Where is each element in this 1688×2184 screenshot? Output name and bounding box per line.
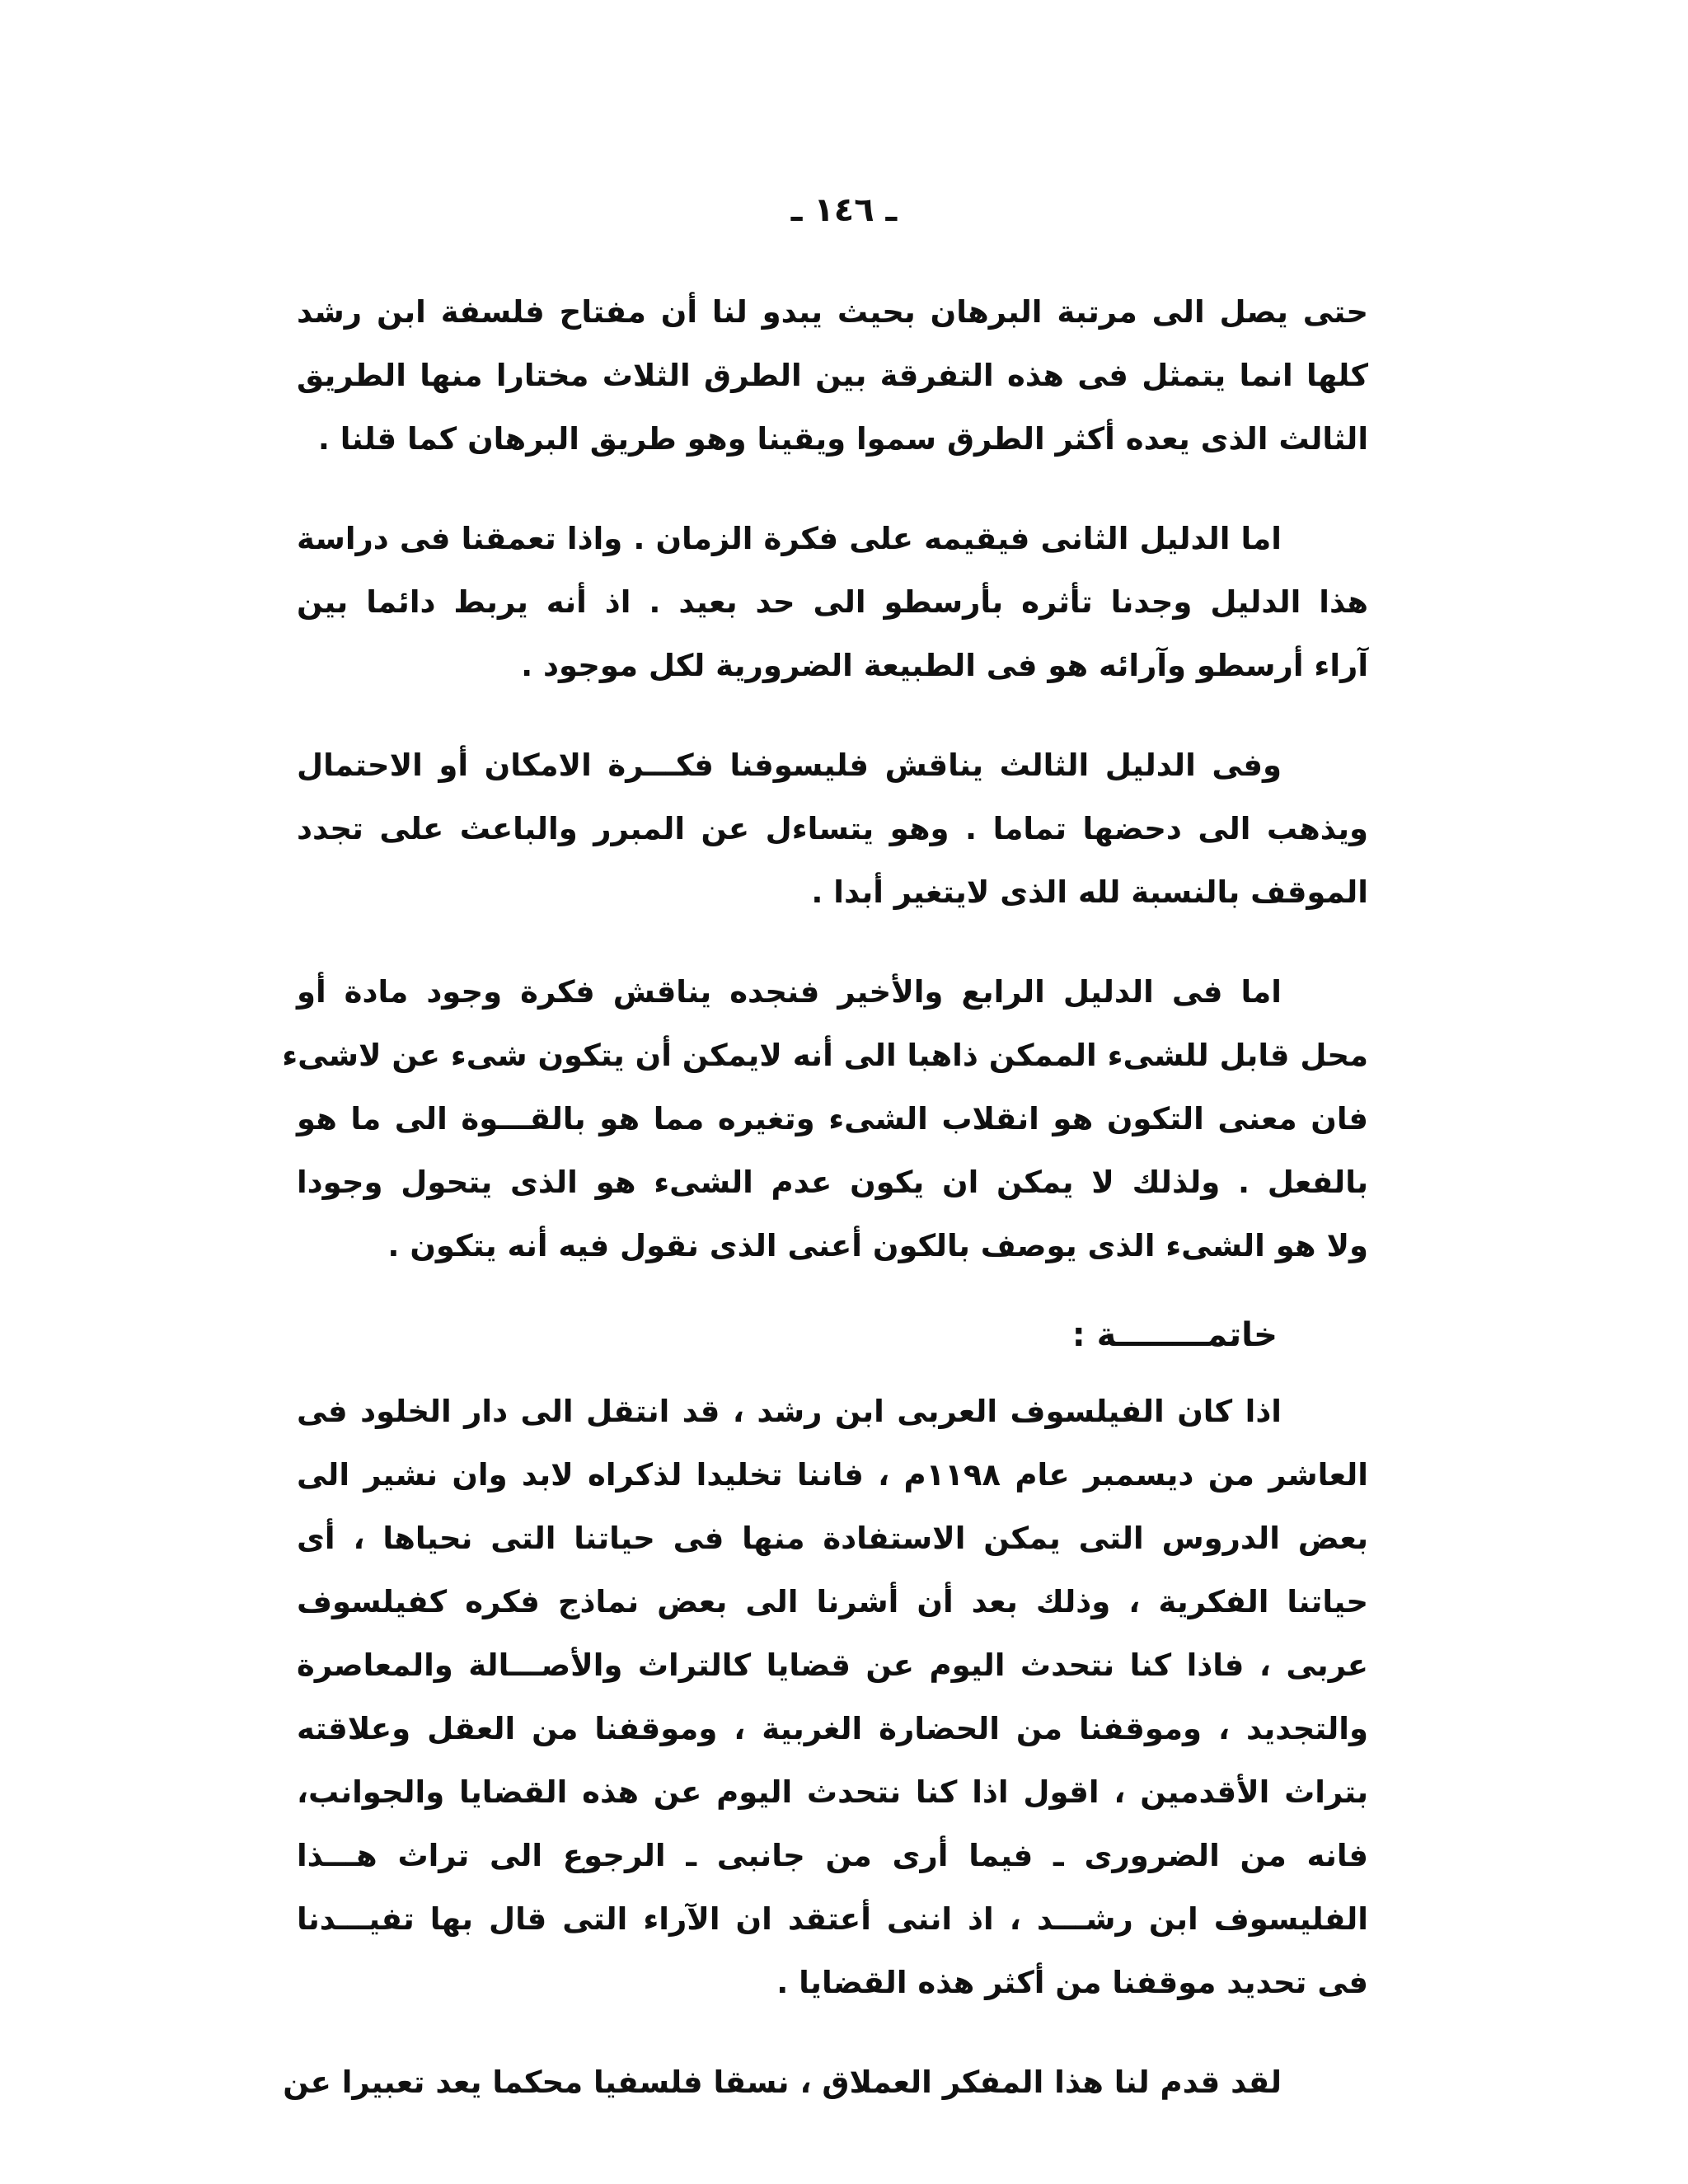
paragraph-line: فى تحديد موقفنا من أكثر هذه القضايا . (776, 1965, 1368, 2000)
paragraph-line: الثالث الذى يعده أكثر الطرق سموا ويقينا وهو طريق البرهان كما قلنا . (317, 421, 1368, 457)
paragraph-line: ويذهب الى دحضها تماما . وهو يتساءل عن المبرر والباعث على تجدد (297, 811, 1368, 846)
conclusion-paragraph-2 (283, 2050, 1368, 2114)
paragraph-line: آراء أرسطو وآرائه هو فى الطبيعة الضرورية لكل موجود . (521, 648, 1368, 683)
paragraph-line: عربى ، فاذا كنا نتحدث اليوم عن قضايا كالتراث والأصـــالة والمعاصرة (297, 1647, 1368, 1683)
paragraph-3 (297, 733, 1368, 924)
conclusion-paragraph-1 (297, 1380, 1368, 2014)
paragraph-line: لقد قدم لنا هذا المفكر العملاق ، نسقا فلسفيا محكما يعد تعبيرا عن (283, 2064, 1282, 2100)
paragraph-line: حتى يصل الى مرتبة البرهان بحيث يبدو لنا أن مفتاح فلسفة ابن رشد (297, 294, 1368, 330)
paragraph-line: الفليسوف ابن رشـــد ، اذ اننى أعتقد ان الآراء التى قال بها تفيـــدنا (297, 1901, 1368, 1937)
paragraph-line: والتجديد ، وموقفنا من الحضارة الغربية ، وموقفنا من العقل وعلاقته (297, 1711, 1368, 1746)
paragraph-line: وفى الدليل الثالث يناقش فليسوفنا فكـــرة الامكان أو الاحتمال (297, 748, 1282, 783)
paragraph-line: هذا الدليل وجدنا تأثره بأرسطو الى حد بعيد . اذ أنه يربط دائما بين (297, 584, 1368, 620)
paragraph-line: فانه من الضرورى ـ فيما أرى من جانبى ـ الرجوع الى تراث هـــذا (297, 1838, 1368, 1873)
paragraph-line: بتراث الأقدمين ، اقول اذا كنا نتحدث اليوم عن هذه القضايا والجوانب، (297, 1774, 1368, 1810)
paragraph-line: اما فى الدليل الرابع والأخير فنجده يناقش فكرة وجود مادة أو (297, 974, 1282, 1010)
paragraph-4 (282, 960, 1368, 1277)
paragraph-line: بعض الدروس التى يمكن الاستفادة منها فى حياتنا التى نحياها ، أى (297, 1521, 1368, 1556)
paragraph-line: كلها انما يتمثل فى هذه التفرقة بين الطرق الثلاث مختارا منها الطريق (297, 358, 1368, 393)
paragraph-1 (297, 280, 1368, 471)
page-number: ـ ١٤٦ ـ (790, 191, 898, 229)
paragraph-line: اذا كان الفيلسوف العربى ابن رشد ، قد انتقل الى دار الخلود فى (297, 1394, 1282, 1429)
paragraph-line: فان معنى التكون هو انقلاب الشىء وتغيره مما هو بالقـــوة الى ما هو (297, 1101, 1368, 1137)
paragraph-line: ولا هو الشىء الذى يوصف بالكون أعنى الذى نقول فيه أنه يتكون . (387, 1228, 1368, 1263)
paragraph-2 (297, 507, 1368, 697)
paragraph-line: العاشر من ديسمبر عام ١١٩٨م ، فاننا تخليدا لذكراه لابد وان نشير الى (297, 1457, 1368, 1493)
paragraph-line: محل قابل للشىء الممكن ذاهبا الى أنه لايمكن أن يتكون شىء عن لاشىء (282, 1038, 1368, 1073)
paragraph-line: بالفعل . ولذلك لا يمكن ان يكون عدم الشىء هو الذى يتحول وجودا (297, 1165, 1368, 1200)
page-body (282, 280, 1368, 2114)
paragraph-line: حياتنا الفكرية ، وذلك بعد أن أشرنا الى بعض نماذج فكره كفيلسوف (297, 1584, 1368, 1619)
paragraph-line: اما الدليل الثانى فيقيمه على فكرة الزمان . واذا تعمقنا فى دراسة (297, 521, 1282, 556)
conclusion-heading: خاتمــــــــة : (1071, 1316, 1278, 1354)
paragraph-line: الموقف بالنسبة لله الذى لايتغير أبدا . (811, 874, 1368, 910)
